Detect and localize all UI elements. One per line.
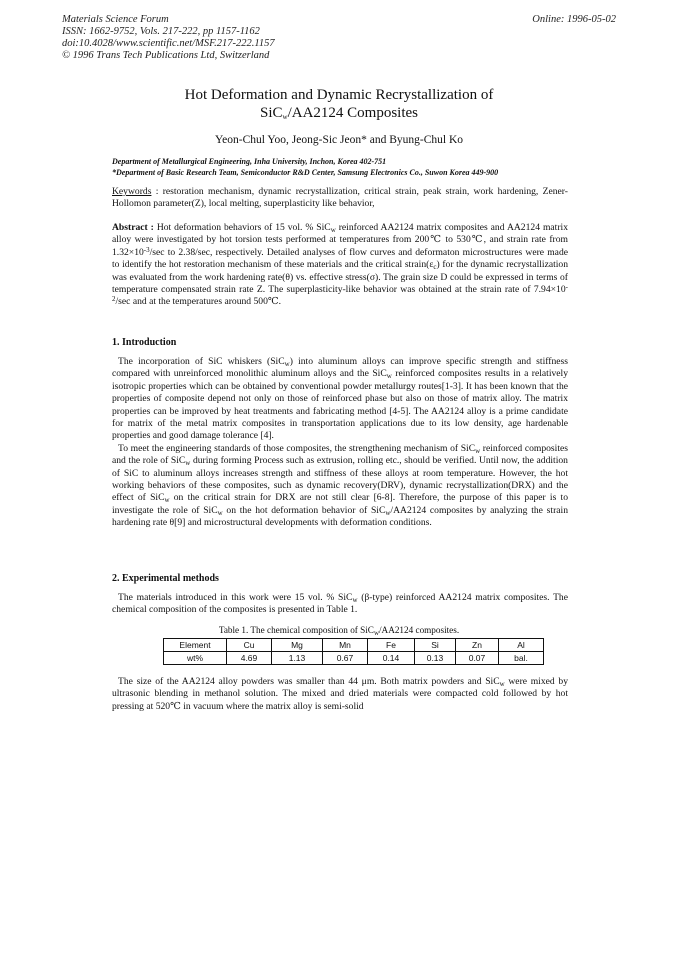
experimental-paragraph-2: The size of the AA2124 alloy powders was smaller than 44 μm. Both matrix powders and SiC$_w$ were mixed by ultrasonic blending in methanol solution. The mixed and dried materials were compacted cold followed by hot pressing at 520℃ in vacuum where the matrix alloy is semi-solid [112, 676, 568, 712]
page-header [62, 14, 616, 62]
table-cell: wt% [164, 652, 227, 665]
introduction-text [112, 356, 568, 530]
online-date: Online: 1996-05-02 [532, 14, 616, 25]
copyright-line: © 1996 Trans Tech Publications Ltd, Switzerland [62, 50, 270, 61]
table-cell: Si [415, 639, 456, 652]
table-cell: Cu [227, 639, 272, 652]
table-row [164, 652, 544, 665]
table-cell: Al [499, 639, 544, 652]
table-cell: Element [164, 639, 227, 652]
experimental-paragraph-1: The materials introduced in this work were 15 vol. % SiC$_w$ (β-type) reinforced AA2124 matrix composites. The chemical composition of the composites is presented in Table 1. [112, 592, 568, 616]
affiliation-1: Department of Metallurgical Engineering, Inha University, Inchon, Korea 402-751 [112, 157, 387, 166]
table-cell: Mn [323, 639, 368, 652]
abstract: Abstract : Hot deformation behaviors of 15 vol. % SiC$_w$ reinforced AA2124 matrix composites and AA2124 matrix alloy were investigated by hot torsion tests performed at temperatures from 200℃ to 530℃, and strain rate from $1.32\times 10^{-3}/\sec$ to 2.38/sec, respectively. Detailed analyses of flow curves and deformaton microstructures were made to identify the hot restoration mechanism of these materials and the critical $strain(\varepsilon_c)$ for the dynamic recrystallization was evaluated from the work hardening rate(θ) vs. effective stress(σ). The grain size D could be expressed in terms of temperature compensated strain rate Z. The superplasticity-like behavior was obtained at the strain rate of $7.94\times 10^{-2}/\sec$ and at the temperatures around 500℃. [112, 222, 569, 308]
affiliation-2: *Department of Basic Research Team, Semiconductor R&D Center, Samsung Electronics Co., Suwon Korea 449-900 [112, 168, 499, 177]
doi-line: doi:10.4028/www.scientific.net/MSF.217-222.1157 [62, 38, 275, 49]
table-cell: 1.13 [272, 652, 323, 665]
title-line-1: Hot Deformation and Dynamic Recrystallization of [184, 87, 494, 103]
table-cell: 0.13 [415, 652, 456, 665]
title-line-2: SiC$_w$/AA2124 Composites [259, 105, 418, 121]
composition-table [163, 638, 544, 665]
intro-paragraph-1: The incorporation of SiC whiskers (SiC$_w$) into aluminum alloys can improve specific strength and stiffness compared with unreinforced monolithic aluminum alloys and the SiC$_w$ reinforced composites results in a relatively isotropic properties which can be obtained by conventional powder metallurgy routes[1-3]. It has been known that the properties of composite depend not only on those of reinforced phase but also on those of matrix alloy. The matrix properties can be improved by heat treatments and fabricating method [4-5]. The AA2124 alloy is a prime candidate for matrix of the metal matrix composites in transportation applications due to its low density, age hardenable properties and good damage tolerance [4]. [112, 356, 569, 442]
table-1-caption: Table 1. The chemical composition of SiC$_w$/AA2124 composites. [218, 625, 460, 637]
section-heading-experimental: 2. Experimental methods [112, 573, 219, 584]
table-cell: Zn [456, 639, 499, 652]
journal-name: Materials Science Forum [62, 14, 169, 25]
table-cell: Fe [368, 639, 415, 652]
intro-paragraph-2: To meet the engineering standards of those composites, the strengthening mechanism of SiC$_w$ reinforced composites and the role of SiC$_w$ during forming Process such as extrusion, rolling etc., should be verified. Until now, the addition of SiC to aluminum alloys increases strength and stiffness of these alloys at room temperature. However, the hot working behaviors of these composites, such as dynamic recovery(DRV), dynamic recrystallization(DRX) and the effect of SiC$_w$ on the critical strain for DRX are not still clear [6-8]. Therefore, the purpose of this paper is to investigate the role of SiC$_w$ on the hot deformation behavior of SiC$_w$/AA2124 composites by analyzing the strain hardening rate θ[9] and microstructural developments with deformation conditions. [112, 442, 568, 529]
table-cell: 0.07 [456, 652, 499, 665]
table-cell: bal. [499, 652, 544, 665]
abstract-label: Abstract : [112, 222, 154, 233]
paper-title [0, 86, 678, 122]
table-header-row [164, 639, 544, 652]
table-cell: Mg [272, 639, 323, 652]
section-heading-introduction: 1. Introduction [112, 337, 177, 348]
keywords-label: Keywords [112, 186, 152, 197]
table-cell: 0.67 [323, 652, 368, 665]
issn-line: ISSN: 1662-9752, Vols. 217-222, pp 1157-1162 [62, 26, 260, 37]
keywords [112, 186, 568, 211]
table-cell: 0.14 [368, 652, 415, 665]
table-cell: 4.69 [227, 652, 272, 665]
keywords-text: : restoration mechanism, dynamic recrystallization, critical strain, peak strain, work hardening, Zener-Hollomon parameter(Z), local melting, superplasticity like behavior, [112, 186, 568, 210]
authors: Yeon-Chul Yoo, Jeong-Sic Jeon* and Byung-Chul Ko [214, 134, 463, 146]
